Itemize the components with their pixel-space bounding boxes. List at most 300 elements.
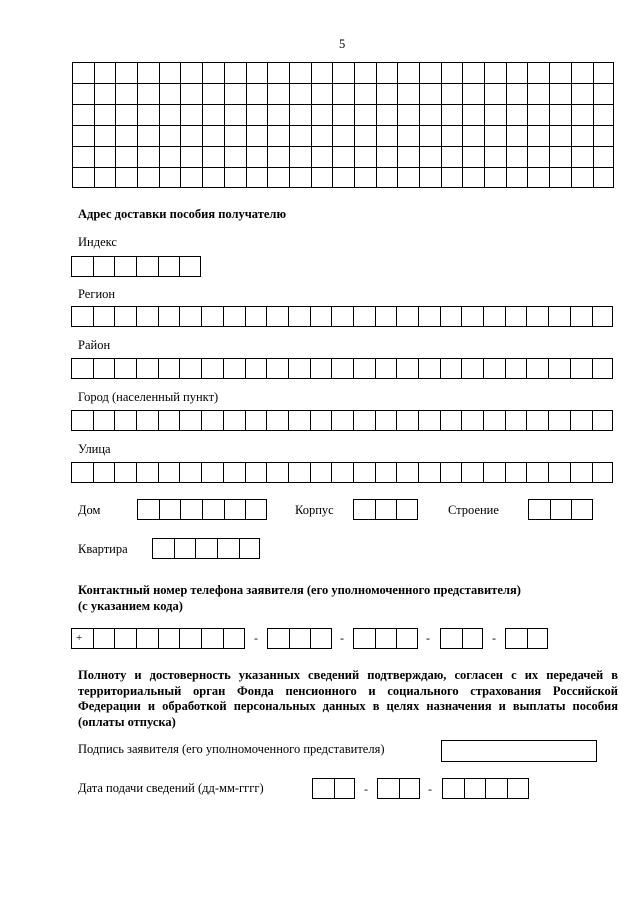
grid-cell[interactable] bbox=[441, 125, 463, 146]
input-cell[interactable] bbox=[461, 410, 483, 431]
input-cell[interactable] bbox=[418, 358, 440, 379]
input-cell[interactable] bbox=[310, 410, 332, 431]
grid-cell[interactable] bbox=[72, 83, 94, 104]
input-cell[interactable] bbox=[223, 628, 245, 649]
input-cell[interactable] bbox=[179, 628, 201, 649]
input-cell[interactable] bbox=[136, 256, 158, 277]
district-field[interactable] bbox=[71, 358, 613, 379]
input-cell[interactable] bbox=[375, 410, 397, 431]
grid-cell[interactable] bbox=[332, 125, 354, 146]
structure-field[interactable] bbox=[528, 499, 593, 520]
input-cell[interactable] bbox=[528, 499, 550, 520]
grid-cell[interactable] bbox=[419, 167, 441, 188]
input-cell[interactable] bbox=[440, 306, 462, 327]
input-cell[interactable] bbox=[570, 306, 592, 327]
grid-cell[interactable] bbox=[180, 83, 202, 104]
input-cell[interactable] bbox=[440, 628, 462, 649]
grid-cell[interactable] bbox=[506, 62, 528, 83]
grid-cell[interactable] bbox=[289, 83, 311, 104]
input-cell[interactable] bbox=[396, 499, 418, 520]
input-cell[interactable] bbox=[526, 358, 548, 379]
grid-cell[interactable] bbox=[354, 104, 376, 125]
grid-cell[interactable] bbox=[571, 167, 593, 188]
input-cell[interactable] bbox=[483, 358, 505, 379]
grid-cell[interactable] bbox=[462, 167, 484, 188]
grid-cell[interactable] bbox=[94, 83, 116, 104]
input-cell[interactable] bbox=[375, 628, 397, 649]
grid-cell[interactable] bbox=[332, 83, 354, 104]
index-field[interactable] bbox=[71, 256, 201, 277]
input-cell[interactable] bbox=[505, 306, 527, 327]
grid-cell[interactable] bbox=[593, 146, 615, 167]
input-cell[interactable] bbox=[526, 306, 548, 327]
grid-cell[interactable] bbox=[527, 62, 549, 83]
grid-cell[interactable] bbox=[137, 104, 159, 125]
input-cell[interactable] bbox=[137, 499, 159, 520]
input-cell[interactable] bbox=[71, 306, 93, 327]
grid-cell[interactable] bbox=[159, 167, 181, 188]
grid-cell[interactable] bbox=[571, 62, 593, 83]
input-cell[interactable] bbox=[158, 306, 180, 327]
grid-cell[interactable] bbox=[527, 167, 549, 188]
input-cell[interactable] bbox=[592, 462, 614, 483]
grid-cell[interactable] bbox=[311, 104, 333, 125]
grid-cell[interactable] bbox=[462, 83, 484, 104]
grid-cell[interactable] bbox=[527, 125, 549, 146]
grid-cell[interactable] bbox=[311, 62, 333, 83]
input-cell[interactable] bbox=[442, 778, 464, 799]
grid-cell[interactable] bbox=[441, 146, 463, 167]
input-cell[interactable] bbox=[93, 358, 115, 379]
grid-cell[interactable] bbox=[137, 83, 159, 104]
grid-cell[interactable] bbox=[72, 167, 94, 188]
phone-number-part1[interactable] bbox=[353, 628, 418, 649]
input-cell[interactable] bbox=[485, 778, 507, 799]
grid-cell[interactable] bbox=[549, 83, 571, 104]
grid-cell[interactable] bbox=[397, 146, 419, 167]
input-cell[interactable] bbox=[334, 778, 356, 799]
grid-cell[interactable] bbox=[484, 167, 506, 188]
grid-cell[interactable] bbox=[484, 104, 506, 125]
grid-cell[interactable] bbox=[159, 104, 181, 125]
grid-cell[interactable] bbox=[202, 62, 224, 83]
grid-cell[interactable] bbox=[180, 167, 202, 188]
input-cell[interactable] bbox=[179, 410, 201, 431]
input-cell[interactable] bbox=[310, 462, 332, 483]
grid-cell[interactable] bbox=[115, 125, 137, 146]
grid-cell[interactable] bbox=[94, 62, 116, 83]
input-cell[interactable] bbox=[136, 358, 158, 379]
input-cell[interactable] bbox=[158, 256, 180, 277]
grid-cell[interactable] bbox=[506, 167, 528, 188]
input-cell[interactable] bbox=[440, 410, 462, 431]
grid-cell[interactable] bbox=[224, 62, 246, 83]
input-cell[interactable] bbox=[114, 358, 136, 379]
input-cell[interactable] bbox=[71, 256, 93, 277]
input-cell[interactable] bbox=[93, 628, 115, 649]
grid-cell[interactable] bbox=[419, 146, 441, 167]
input-cell[interactable] bbox=[592, 410, 614, 431]
input-cell[interactable] bbox=[377, 778, 399, 799]
input-cell[interactable] bbox=[331, 306, 353, 327]
grid-cell[interactable] bbox=[224, 83, 246, 104]
input-cell[interactable] bbox=[179, 358, 201, 379]
grid-cell[interactable] bbox=[484, 62, 506, 83]
input-cell[interactable] bbox=[180, 499, 202, 520]
input-cell[interactable] bbox=[223, 462, 245, 483]
grid-cell[interactable] bbox=[462, 146, 484, 167]
grid-cell[interactable] bbox=[332, 104, 354, 125]
input-cell[interactable] bbox=[461, 306, 483, 327]
input-cell[interactable] bbox=[331, 410, 353, 431]
phone-country-field[interactable] bbox=[71, 628, 245, 649]
input-cell[interactable] bbox=[223, 358, 245, 379]
input-cell[interactable] bbox=[158, 462, 180, 483]
grid-cell[interactable] bbox=[137, 146, 159, 167]
grid-cell[interactable] bbox=[527, 146, 549, 167]
grid-cell[interactable] bbox=[549, 62, 571, 83]
input-cell[interactable] bbox=[396, 306, 418, 327]
grid-cell[interactable] bbox=[267, 62, 289, 83]
grid-cell[interactable] bbox=[571, 104, 593, 125]
input-cell[interactable] bbox=[550, 499, 572, 520]
grid-cell[interactable] bbox=[441, 104, 463, 125]
grid-cell[interactable] bbox=[115, 104, 137, 125]
grid-cell[interactable] bbox=[311, 125, 333, 146]
grid-cell[interactable] bbox=[224, 167, 246, 188]
input-cell[interactable] bbox=[245, 462, 267, 483]
input-cell[interactable] bbox=[224, 499, 246, 520]
input-cell[interactable] bbox=[289, 628, 311, 649]
grid-cell[interactable] bbox=[311, 167, 333, 188]
input-cell[interactable] bbox=[527, 628, 549, 649]
input-cell[interactable] bbox=[159, 499, 181, 520]
input-cell[interactable] bbox=[114, 306, 136, 327]
input-cell[interactable] bbox=[505, 410, 527, 431]
input-cell[interactable] bbox=[93, 462, 115, 483]
grid-cell[interactable] bbox=[419, 62, 441, 83]
signature-box[interactable] bbox=[441, 740, 597, 762]
grid-cell[interactable] bbox=[246, 146, 268, 167]
grid-cell[interactable] bbox=[354, 167, 376, 188]
grid-cell[interactable] bbox=[376, 62, 398, 83]
grid-cell[interactable] bbox=[72, 104, 94, 125]
top-input-grid[interactable] bbox=[72, 62, 614, 188]
input-cell[interactable] bbox=[201, 462, 223, 483]
grid-cell[interactable] bbox=[224, 104, 246, 125]
grid-cell[interactable] bbox=[462, 104, 484, 125]
input-cell[interactable] bbox=[396, 358, 418, 379]
input-cell[interactable] bbox=[375, 499, 397, 520]
grid-cell[interactable] bbox=[202, 104, 224, 125]
region-field[interactable] bbox=[71, 306, 613, 327]
input-cell[interactable] bbox=[418, 462, 440, 483]
grid-cell[interactable] bbox=[484, 83, 506, 104]
input-cell[interactable] bbox=[266, 462, 288, 483]
grid-cell[interactable] bbox=[332, 146, 354, 167]
input-cell[interactable] bbox=[399, 778, 421, 799]
grid-cell[interactable] bbox=[94, 125, 116, 146]
input-cell[interactable] bbox=[505, 462, 527, 483]
grid-cell[interactable] bbox=[267, 125, 289, 146]
input-cell[interactable] bbox=[201, 358, 223, 379]
input-cell[interactable] bbox=[375, 306, 397, 327]
grid-cell[interactable] bbox=[115, 146, 137, 167]
input-cell[interactable] bbox=[195, 538, 217, 559]
grid-cell[interactable] bbox=[506, 83, 528, 104]
grid-cell[interactable] bbox=[289, 146, 311, 167]
grid-cell[interactable] bbox=[159, 62, 181, 83]
input-cell[interactable] bbox=[71, 462, 93, 483]
date-year-field[interactable] bbox=[442, 778, 529, 799]
grid-cell[interactable] bbox=[354, 62, 376, 83]
grid-cell[interactable] bbox=[397, 167, 419, 188]
input-cell[interactable] bbox=[548, 410, 570, 431]
grid-cell[interactable] bbox=[593, 83, 615, 104]
input-cell[interactable] bbox=[440, 462, 462, 483]
grid-cell[interactable] bbox=[180, 146, 202, 167]
grid-cell[interactable] bbox=[246, 167, 268, 188]
input-cell[interactable] bbox=[312, 778, 334, 799]
input-cell[interactable] bbox=[136, 306, 158, 327]
grid-cell[interactable] bbox=[484, 125, 506, 146]
grid-cell[interactable] bbox=[289, 167, 311, 188]
input-cell[interactable] bbox=[571, 499, 593, 520]
input-cell[interactable] bbox=[353, 358, 375, 379]
grid-cell[interactable] bbox=[94, 146, 116, 167]
input-cell[interactable] bbox=[461, 462, 483, 483]
grid-cell[interactable] bbox=[376, 125, 398, 146]
input-cell[interactable] bbox=[505, 628, 527, 649]
input-cell[interactable] bbox=[418, 306, 440, 327]
grid-cell[interactable] bbox=[311, 83, 333, 104]
input-cell[interactable] bbox=[418, 410, 440, 431]
grid-cell[interactable] bbox=[484, 146, 506, 167]
input-cell[interactable] bbox=[310, 306, 332, 327]
input-cell[interactable] bbox=[267, 628, 289, 649]
grid-cell[interactable] bbox=[202, 125, 224, 146]
grid-cell[interactable] bbox=[202, 167, 224, 188]
input-cell[interactable] bbox=[158, 628, 180, 649]
phone-number-part3[interactable] bbox=[505, 628, 548, 649]
grid-cell[interactable] bbox=[419, 104, 441, 125]
grid-cell[interactable] bbox=[462, 125, 484, 146]
input-cell[interactable] bbox=[483, 410, 505, 431]
input-cell[interactable] bbox=[310, 358, 332, 379]
input-cell[interactable] bbox=[592, 306, 614, 327]
grid-cell[interactable] bbox=[593, 104, 615, 125]
grid-cell[interactable] bbox=[549, 104, 571, 125]
grid-cell[interactable] bbox=[72, 125, 94, 146]
grid-cell[interactable] bbox=[506, 125, 528, 146]
grid-cell[interactable] bbox=[376, 104, 398, 125]
grid-cell[interactable] bbox=[571, 125, 593, 146]
input-cell[interactable] bbox=[505, 358, 527, 379]
grid-cell[interactable] bbox=[397, 104, 419, 125]
grid-cell[interactable] bbox=[441, 167, 463, 188]
input-cell[interactable] bbox=[174, 538, 196, 559]
grid-cell[interactable] bbox=[289, 125, 311, 146]
input-cell[interactable] bbox=[331, 462, 353, 483]
grid-cell[interactable] bbox=[246, 104, 268, 125]
input-cell[interactable] bbox=[245, 358, 267, 379]
input-cell[interactable] bbox=[288, 410, 310, 431]
input-cell[interactable] bbox=[353, 410, 375, 431]
grid-cell[interactable] bbox=[159, 146, 181, 167]
input-cell[interactable] bbox=[217, 538, 239, 559]
grid-cell[interactable] bbox=[419, 125, 441, 146]
grid-cell[interactable] bbox=[549, 125, 571, 146]
grid-cell[interactable] bbox=[376, 167, 398, 188]
grid-cell[interactable] bbox=[224, 146, 246, 167]
input-cell[interactable] bbox=[570, 410, 592, 431]
grid-cell[interactable] bbox=[332, 62, 354, 83]
grid-cell[interactable] bbox=[159, 125, 181, 146]
grid-cell[interactable] bbox=[397, 62, 419, 83]
input-cell[interactable] bbox=[223, 306, 245, 327]
input-cell[interactable] bbox=[245, 499, 267, 520]
input-cell[interactable] bbox=[310, 628, 332, 649]
input-cell[interactable] bbox=[114, 256, 136, 277]
input-cell[interactable] bbox=[179, 462, 201, 483]
grid-cell[interactable] bbox=[267, 83, 289, 104]
phone-code-field[interactable] bbox=[267, 628, 332, 649]
grid-cell[interactable] bbox=[593, 167, 615, 188]
grid-cell[interactable] bbox=[397, 83, 419, 104]
input-cell[interactable] bbox=[353, 499, 375, 520]
grid-cell[interactable] bbox=[571, 83, 593, 104]
grid-cell[interactable] bbox=[354, 146, 376, 167]
input-cell[interactable] bbox=[592, 358, 614, 379]
input-cell[interactable] bbox=[245, 306, 267, 327]
grid-cell[interactable] bbox=[246, 62, 268, 83]
grid-cell[interactable] bbox=[159, 83, 181, 104]
grid-cell[interactable] bbox=[180, 62, 202, 83]
input-cell[interactable] bbox=[239, 538, 261, 559]
grid-cell[interactable] bbox=[137, 62, 159, 83]
input-cell[interactable] bbox=[331, 358, 353, 379]
grid-cell[interactable] bbox=[224, 125, 246, 146]
input-cell[interactable] bbox=[179, 256, 201, 277]
house-field[interactable] bbox=[137, 499, 267, 520]
grid-cell[interactable] bbox=[506, 146, 528, 167]
input-cell[interactable] bbox=[375, 358, 397, 379]
date-day-field[interactable] bbox=[312, 778, 355, 799]
input-cell[interactable] bbox=[136, 462, 158, 483]
input-cell[interactable] bbox=[353, 462, 375, 483]
grid-cell[interactable] bbox=[549, 167, 571, 188]
input-cell[interactable] bbox=[483, 462, 505, 483]
grid-cell[interactable] bbox=[94, 167, 116, 188]
grid-cell[interactable] bbox=[72, 146, 94, 167]
input-cell[interactable] bbox=[464, 778, 486, 799]
input-cell[interactable] bbox=[375, 462, 397, 483]
input-cell[interactable] bbox=[179, 306, 201, 327]
grid-cell[interactable] bbox=[593, 62, 615, 83]
grid-cell[interactable] bbox=[549, 146, 571, 167]
input-cell[interactable] bbox=[158, 410, 180, 431]
input-cell[interactable] bbox=[223, 410, 245, 431]
grid-cell[interactable] bbox=[376, 146, 398, 167]
grid-cell[interactable] bbox=[289, 62, 311, 83]
grid-cell[interactable] bbox=[137, 125, 159, 146]
grid-cell[interactable] bbox=[246, 83, 268, 104]
input-cell[interactable] bbox=[396, 628, 418, 649]
input-cell[interactable] bbox=[483, 306, 505, 327]
input-cell[interactable] bbox=[353, 628, 375, 649]
input-cell[interactable] bbox=[114, 628, 136, 649]
input-cell[interactable] bbox=[548, 358, 570, 379]
grid-cell[interactable] bbox=[137, 167, 159, 188]
input-cell[interactable] bbox=[71, 410, 93, 431]
input-cell[interactable] bbox=[526, 410, 548, 431]
input-cell[interactable] bbox=[396, 410, 418, 431]
grid-cell[interactable] bbox=[267, 104, 289, 125]
grid-cell[interactable] bbox=[180, 104, 202, 125]
input-cell[interactable] bbox=[507, 778, 529, 799]
input-cell[interactable] bbox=[201, 410, 223, 431]
input-cell[interactable] bbox=[158, 358, 180, 379]
street-field[interactable] bbox=[71, 462, 613, 483]
grid-cell[interactable] bbox=[115, 83, 137, 104]
grid-cell[interactable] bbox=[462, 62, 484, 83]
grid-cell[interactable] bbox=[527, 104, 549, 125]
input-cell[interactable] bbox=[461, 358, 483, 379]
input-cell[interactable] bbox=[288, 462, 310, 483]
grid-cell[interactable] bbox=[397, 125, 419, 146]
input-cell[interactable] bbox=[462, 628, 484, 649]
input-cell[interactable] bbox=[288, 358, 310, 379]
grid-cell[interactable] bbox=[593, 125, 615, 146]
input-cell[interactable] bbox=[136, 628, 158, 649]
grid-cell[interactable] bbox=[202, 146, 224, 167]
grid-cell[interactable] bbox=[267, 146, 289, 167]
input-cell[interactable] bbox=[93, 410, 115, 431]
grid-cell[interactable] bbox=[246, 125, 268, 146]
input-cell[interactable] bbox=[201, 628, 223, 649]
input-cell[interactable] bbox=[440, 358, 462, 379]
grid-cell[interactable] bbox=[506, 104, 528, 125]
input-cell[interactable] bbox=[288, 306, 310, 327]
grid-cell[interactable] bbox=[72, 62, 94, 83]
grid-cell[interactable] bbox=[311, 146, 333, 167]
input-cell[interactable] bbox=[266, 358, 288, 379]
grid-cell[interactable] bbox=[202, 83, 224, 104]
date-month-field[interactable] bbox=[377, 778, 420, 799]
input-cell[interactable] bbox=[114, 410, 136, 431]
input-cell[interactable] bbox=[152, 538, 174, 559]
input-cell[interactable] bbox=[136, 410, 158, 431]
grid-cell[interactable] bbox=[419, 83, 441, 104]
input-cell[interactable] bbox=[93, 306, 115, 327]
grid-cell[interactable] bbox=[354, 125, 376, 146]
input-cell[interactable] bbox=[526, 462, 548, 483]
building-field[interactable] bbox=[353, 499, 418, 520]
grid-cell[interactable] bbox=[354, 83, 376, 104]
input-cell[interactable] bbox=[570, 358, 592, 379]
input-cell[interactable] bbox=[71, 358, 93, 379]
apartment-field[interactable] bbox=[152, 538, 260, 559]
grid-cell[interactable] bbox=[441, 83, 463, 104]
input-cell[interactable] bbox=[548, 306, 570, 327]
input-cell[interactable] bbox=[114, 462, 136, 483]
grid-cell[interactable] bbox=[441, 62, 463, 83]
grid-cell[interactable] bbox=[94, 104, 116, 125]
input-cell[interactable] bbox=[396, 462, 418, 483]
phone-number-part2[interactable] bbox=[440, 628, 483, 649]
grid-cell[interactable] bbox=[115, 167, 137, 188]
grid-cell[interactable] bbox=[180, 125, 202, 146]
